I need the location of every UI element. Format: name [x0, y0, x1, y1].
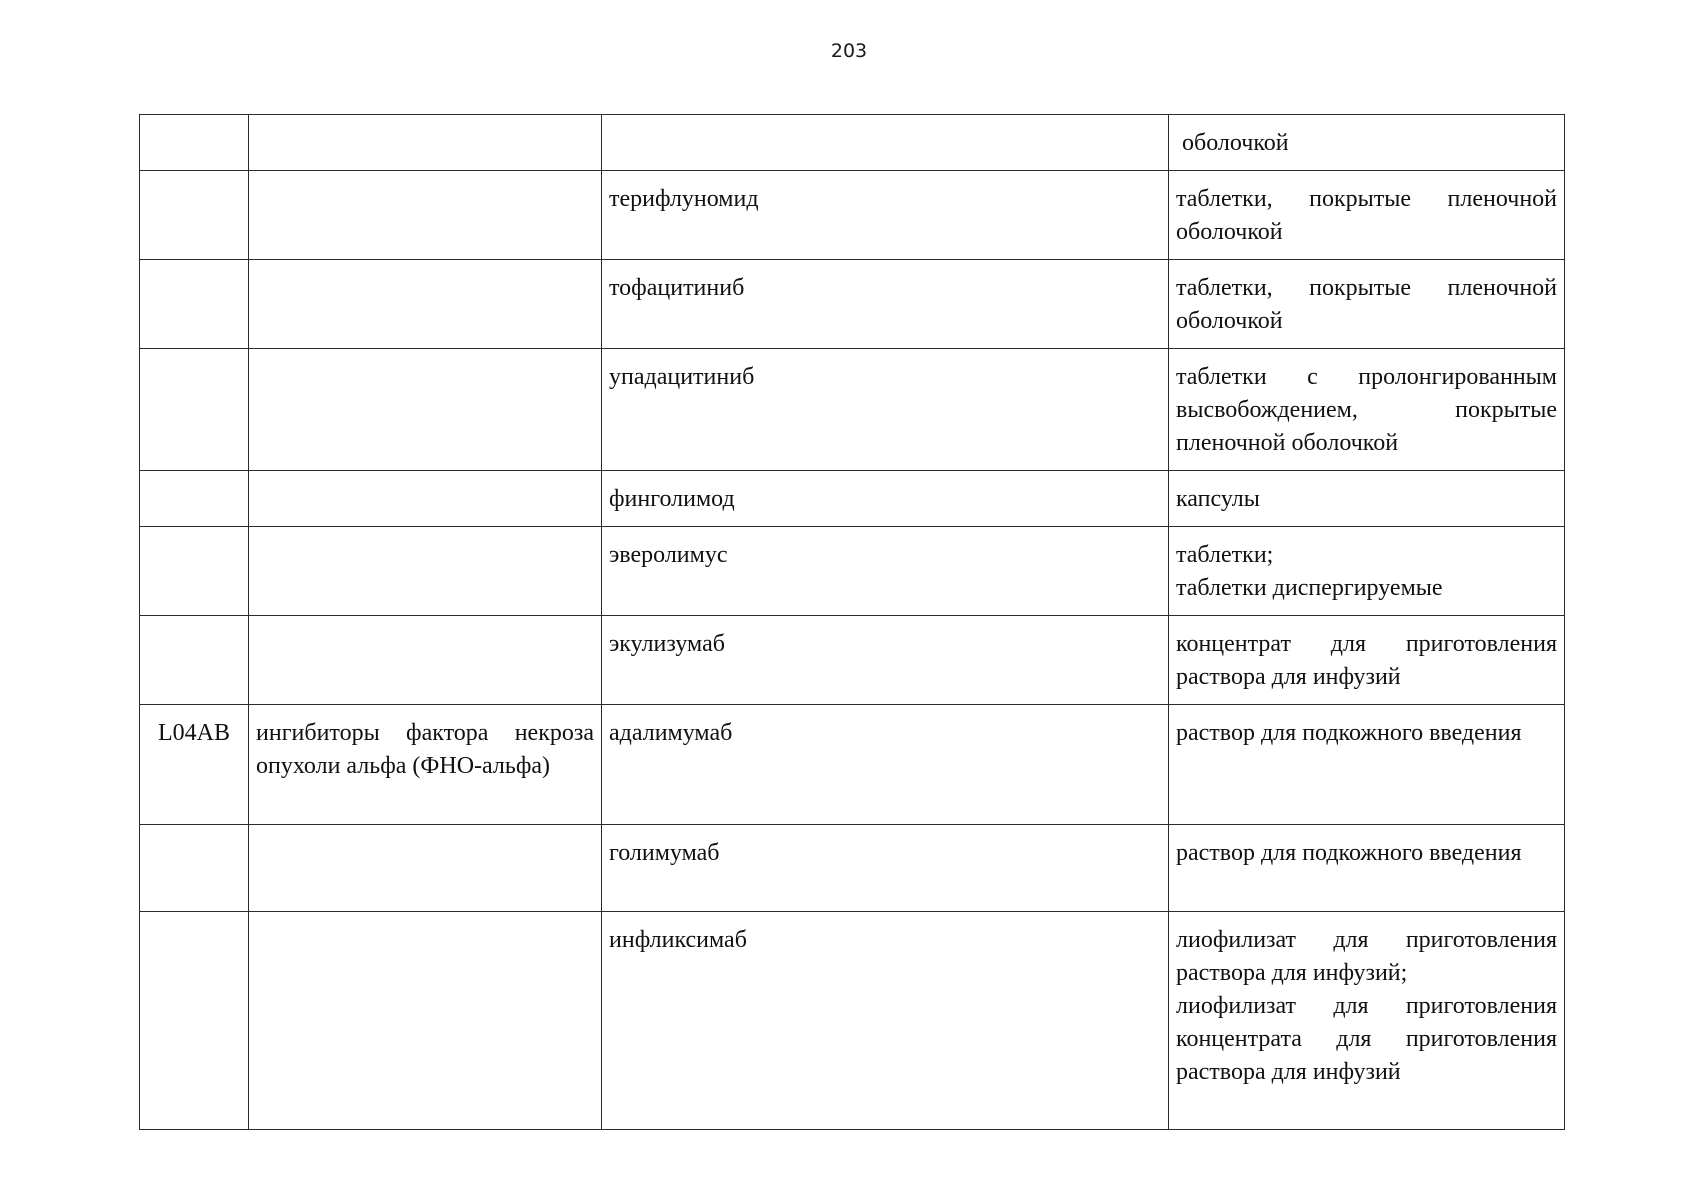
group-name-cell	[249, 171, 602, 260]
drug-name-cell: голимумаб	[602, 825, 1169, 912]
group-name-cell	[249, 616, 602, 705]
dosage-form-cell	[1169, 260, 1565, 349]
group-name-cell	[249, 912, 602, 1130]
atc-code-cell	[140, 471, 249, 527]
table-row	[140, 260, 1565, 349]
drug-name-cell: финголимод	[602, 471, 1169, 527]
table-row	[140, 705, 1565, 825]
page-number: 203	[830, 40, 868, 62]
atc-code-cell	[140, 171, 249, 260]
atc-code-cell	[140, 825, 249, 912]
group-name-cell: ингибиторы фактора некроза опухоли альфа (ФНО-альфа)	[249, 705, 602, 825]
dosage-form-cell	[1169, 616, 1565, 705]
dosage-form-cell	[1169, 705, 1565, 825]
drug-name-cell: экулизумаб	[602, 616, 1169, 705]
dosage-form-text: раствор для подкожного введения	[1176, 720, 1522, 746]
dosage-form-cell	[1169, 527, 1565, 616]
table-row	[140, 171, 1565, 260]
dosage-form-cell	[1169, 115, 1565, 171]
dosage-form-text: таблетки, покрытые пленочной оболочкой	[1176, 186, 1557, 245]
drug-name-cell: адалимумаб	[602, 705, 1169, 825]
atc-code-cell	[140, 260, 249, 349]
group-name-cell	[249, 349, 602, 471]
dosage-form-cell	[1169, 349, 1565, 471]
dosage-form-text: раствор для подкожного введения	[1176, 840, 1522, 866]
dosage-form-cell	[1169, 912, 1565, 1130]
atc-code-cell: L04AB	[140, 705, 249, 825]
drug-table	[139, 114, 1565, 1130]
dosage-form-text: капсулы	[1176, 486, 1260, 512]
dosage-form-cell	[1169, 825, 1565, 912]
atc-code-cell	[140, 912, 249, 1130]
atc-code-cell	[140, 616, 249, 705]
table-row	[140, 825, 1565, 912]
dosage-form-text: лиофилизат для приготовления концентрата для приготовления раствора для инфузий	[1176, 993, 1557, 1085]
group-name-cell	[249, 115, 602, 171]
table-row	[140, 471, 1565, 527]
group-name-cell	[249, 471, 602, 527]
table-row	[140, 616, 1565, 705]
drug-name-cell: инфликсимаб	[602, 912, 1169, 1130]
atc-code-cell	[140, 115, 249, 171]
table-row	[140, 349, 1565, 471]
dosage-form-text: лиофилизат для приготовления раствора для инфузий;	[1176, 927, 1557, 986]
dosage-form-cell	[1169, 471, 1565, 527]
dosage-form-text: концентрат для приготовления раствора для инфузий	[1176, 631, 1557, 690]
drug-name-cell: эверолимус	[602, 527, 1169, 616]
group-name-cell	[249, 260, 602, 349]
dosage-form-text: таблетки с пролонгированным высвобождением, покрытые пленочной оболочкой	[1176, 364, 1557, 456]
drug-name-cell: упадацитиниб	[602, 349, 1169, 471]
dosage-form-text: таблетки, покрытые пленочной оболочкой	[1176, 275, 1557, 334]
table-row	[140, 527, 1565, 616]
drug-name-cell: терифлуномид	[602, 171, 1169, 260]
atc-code-cell	[140, 349, 249, 471]
group-name-cell	[249, 825, 602, 912]
dosage-form-text: таблетки диспергируемые	[1176, 575, 1443, 601]
atc-code-cell	[140, 527, 249, 616]
dosage-form-text: таблетки;	[1176, 542, 1274, 568]
drug-name-cell: тофацитиниб	[602, 260, 1169, 349]
drug-name-cell	[602, 115, 1169, 171]
table-row	[140, 115, 1565, 171]
group-name-cell	[249, 527, 602, 616]
dosage-form-cell	[1169, 171, 1565, 260]
dosage-form-text: оболочкой	[1182, 130, 1289, 156]
table-row	[140, 912, 1565, 1130]
